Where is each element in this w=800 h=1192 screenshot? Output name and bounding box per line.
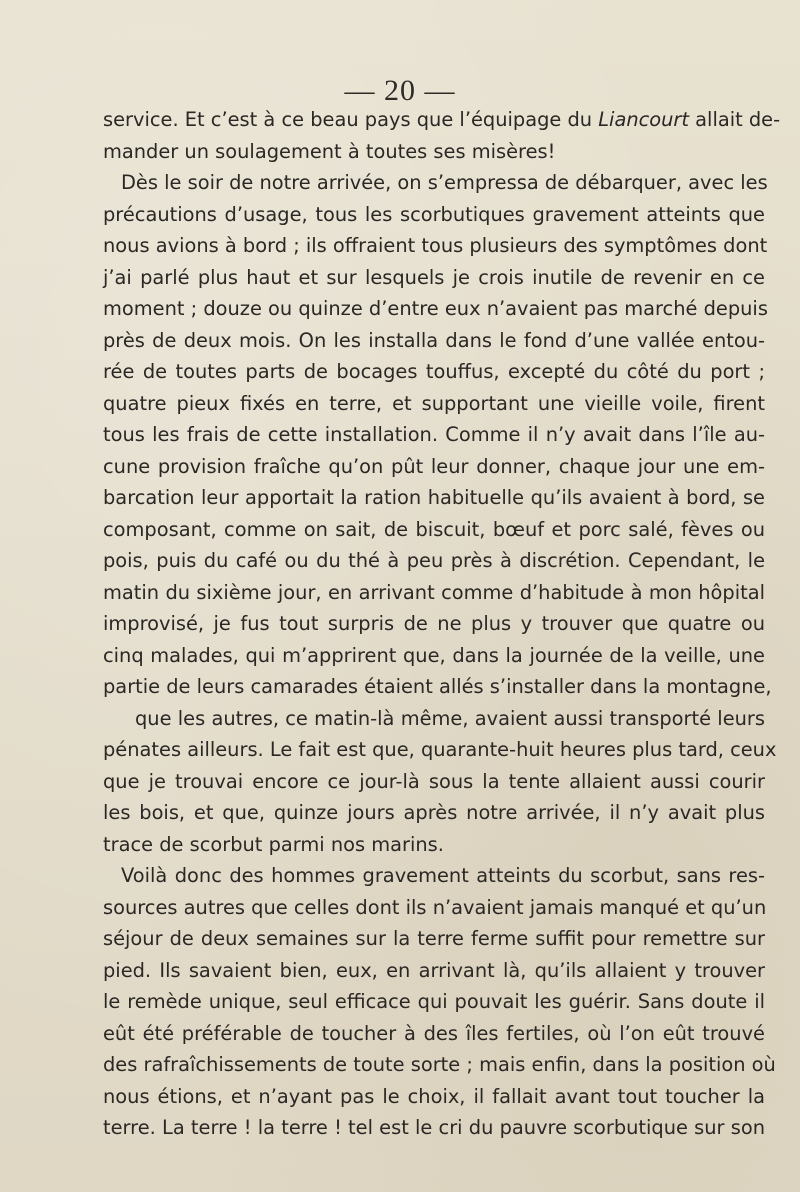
text-line: terre. La terre ! la terre ! tel est le cri du pauvre scorbutique sur son xyxy=(103,1116,765,1139)
text-line: cinq malades, qui m’apprirent que, dans la journée de la veille, une xyxy=(103,643,765,667)
text-line: précautions d’usage, tous les scorbutiques gravement atteints que xyxy=(103,202,765,226)
text-line: Dès le soir de notre arrivée, on s’empressa de débarquer, avec les xyxy=(121,171,768,194)
page-body xyxy=(103,104,781,1144)
text-line: improvisé, je fus tout surpris de ne plus y trouver que quatre ou xyxy=(103,612,765,635)
text-line: moment ; douze ou quinze d’entre eux n’avaient pas marché depuis xyxy=(103,297,768,320)
text-line: pois, puis du café ou du thé à peu près à discrétion. Cependant, le xyxy=(103,549,765,572)
text-line: Voilà donc des hommes gravement atteints du scorbut, sans res- xyxy=(121,864,765,887)
text-line: le remède unique, seul efficace qui pouvait les guérir. Sans doute il xyxy=(103,990,765,1013)
text-line: pénates ailleurs. Le fait est que, quarante-huit heures plus tard, ceux xyxy=(103,738,777,761)
text-line: séjour de deux semaines sur la terre ferme suffit pour remettre sur xyxy=(103,927,765,950)
text-line: barcation leur apportait la ration habituelle qu’ils avaient à bord, se xyxy=(103,486,765,509)
text-line: cune provision fraîche qu’on pût leur donner, chaque jour une em- xyxy=(103,454,765,478)
text-line: matin du sixième jour, en arrivant comme d’habitude à mon hôpital xyxy=(103,580,765,604)
text-line: nous avions à bord ; ils offraient tous plusieurs des symptômes dont xyxy=(103,234,768,257)
text-line: les bois, et que, quinze jours après notre arrivée, il n’y avait plus xyxy=(103,801,765,824)
text-line: quatre pieux fixés en terre, et supportant une vieille voile, firent xyxy=(103,391,765,415)
text-span: service. Et c’est à ce beau pays que l’équipage du xyxy=(103,108,599,131)
text-line: nous étions, et n’ayant pas le choix, il fallait avant tout toucher la xyxy=(103,1084,765,1108)
page-number: — 20 — xyxy=(344,74,456,107)
text-line: partie de leurs camarades étaient allés s’installer dans la montagne, xyxy=(103,675,772,698)
text-line: pied. Ils savaient bien, eux, en arrivant là, qu’ils allaient y trouver xyxy=(103,958,765,982)
text-line: près de deux mois. On les installa dans le fond d’une vallée entou- xyxy=(103,328,765,352)
text-line: sources autres que celles dont ils n’avaient jamais manqué et qu’un xyxy=(103,895,767,919)
text-span: allait de- xyxy=(689,108,781,131)
text-line: eût été préférable de toucher à des îles fertiles, où l’on eût trouvé xyxy=(103,1021,765,1045)
text-line: j’ai parlé plus haut et sur lesquels je crois inutile de revenir en ce xyxy=(103,265,765,289)
ship-name: Liancourt xyxy=(598,108,690,131)
text-line: trace de scorbut parmi nos marins. xyxy=(103,832,444,856)
text-line xyxy=(103,104,781,136)
text-line: rée de toutes parts de bocages touffus, excepté du côté du port ; xyxy=(103,360,765,383)
text-line: que les autres, ce matin-là même, avaient aussi transporté leurs xyxy=(135,706,765,730)
text-line: tous les frais de cette installation. Comme il n’y avait dans l’île au- xyxy=(103,423,765,446)
text-line: des rafraîchissements de toute sorte ; mais enfin, dans la position où xyxy=(103,1053,776,1076)
text-line: mander un soulagement à toutes ses misères! xyxy=(103,139,556,163)
text-line: que je trouvai encore ce jour-là sous la tente allaient aussi courir xyxy=(103,769,765,793)
text-line: composant, comme on sait, de biscuit, bœuf et porc salé, fèves ou xyxy=(103,517,765,541)
